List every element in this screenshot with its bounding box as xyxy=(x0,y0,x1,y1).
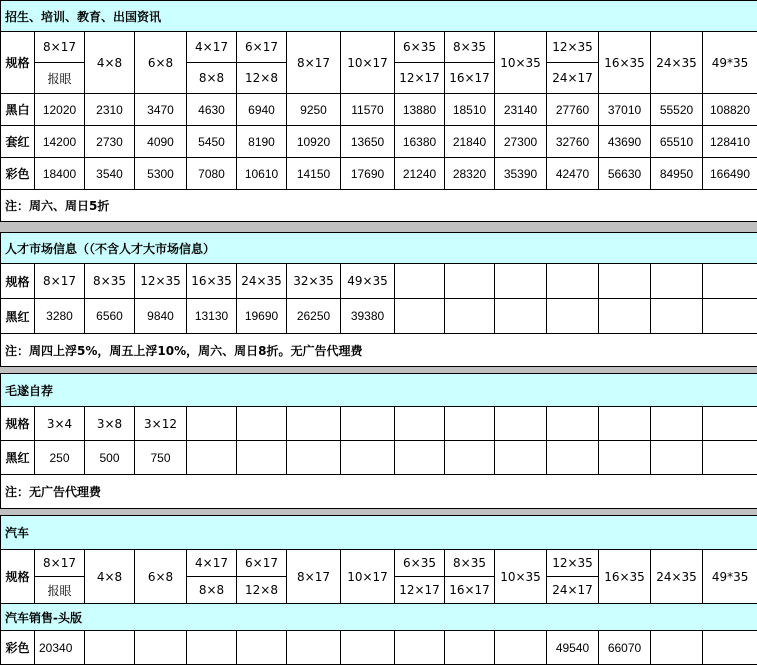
price-cell: 39380 xyxy=(341,299,395,334)
price-cell: 8190 xyxy=(237,126,287,158)
price-cell: 6940 xyxy=(237,94,287,126)
section-education xyxy=(0,0,757,222)
price-cell: 128410 xyxy=(703,126,757,158)
price-row xyxy=(1,631,757,665)
spec-cell: 24×17 xyxy=(547,63,599,94)
price-cell: 7080 xyxy=(187,158,237,190)
price-cell: 17690 xyxy=(341,158,395,190)
spec-cell: 4×8 xyxy=(85,32,135,94)
price-cell: 23140 xyxy=(495,94,547,126)
spec-cell: 6×17 xyxy=(237,550,287,577)
spec-cell: 12×17 xyxy=(395,63,445,94)
price-cell: 750 xyxy=(135,441,187,475)
price-cell: 10610 xyxy=(237,158,287,190)
spec-cell: 3×8 xyxy=(85,407,135,441)
price-cell xyxy=(445,631,495,665)
note-text: 注：周四上浮5%，周五上浮10%，周六、周日8折。无广告代理费 xyxy=(1,334,757,367)
price-cell: 55520 xyxy=(651,94,703,126)
price-row xyxy=(1,158,757,190)
note-text: 注：周六、周日5折 xyxy=(1,190,757,222)
spec-cell: 8×35 xyxy=(445,550,495,577)
spec-cell: 10×35 xyxy=(495,32,547,94)
spec-cell: 12×8 xyxy=(237,577,287,604)
spec-label: 规格 xyxy=(1,407,35,441)
spec-cell: 49*35 xyxy=(703,550,757,604)
spec-cell: 4×8 xyxy=(85,550,135,604)
spec-cell: 3×4 xyxy=(35,407,85,441)
spec-cell: 10×17 xyxy=(341,550,395,604)
price-row xyxy=(1,126,757,158)
spec-cell: 12×35 xyxy=(547,32,599,63)
spec-cell: 16×35 xyxy=(187,264,237,299)
price-row xyxy=(1,94,757,126)
spec-cell: 8×8 xyxy=(187,577,237,604)
price-cell: 42470 xyxy=(547,158,599,190)
spec-cell: 24×35 xyxy=(237,264,287,299)
spec-cell: 16×17 xyxy=(445,577,495,604)
price-cell: 2310 xyxy=(85,94,135,126)
spec-cell: 12×35 xyxy=(135,264,187,299)
spec-cell: 6×35 xyxy=(395,32,445,63)
section-automobile xyxy=(0,515,757,665)
spec-cell: 4×17 xyxy=(187,550,237,577)
price-cell: 13880 xyxy=(395,94,445,126)
price-cell: 27300 xyxy=(495,126,547,158)
section-title: 人才市场信息（（不含人才大市场信息） xyxy=(1,233,757,264)
price-cell: 5300 xyxy=(135,158,187,190)
automobile-price-table xyxy=(0,515,757,665)
self-recommend-price-table xyxy=(0,373,757,509)
price-cell: 19690 xyxy=(237,299,287,334)
price-cell: 56630 xyxy=(599,158,651,190)
section-title: 毛遂自荐 xyxy=(1,374,757,407)
spec-cell: 10×35 xyxy=(495,550,547,604)
price-cell: 3470 xyxy=(135,94,187,126)
price-cell: 14200 xyxy=(35,126,85,158)
price-cell xyxy=(135,631,187,665)
spec-cell: 12×35 xyxy=(547,550,599,577)
price-row xyxy=(1,299,757,334)
price-cell: 27760 xyxy=(547,94,599,126)
price-cell: 250 xyxy=(35,441,85,475)
price-cell: 32760 xyxy=(547,126,599,158)
price-cell xyxy=(495,631,547,665)
spec-label: 规格 xyxy=(1,264,35,299)
spec-cell: 24×35 xyxy=(651,32,703,94)
section-self-recommend xyxy=(0,373,757,509)
price-cell: 18400 xyxy=(35,158,85,190)
price-cell: 49540 xyxy=(547,631,599,665)
spec-cell: 8×8 xyxy=(187,63,237,94)
price-cell: 4630 xyxy=(187,94,237,126)
spec-cell: 12×8 xyxy=(237,63,287,94)
price-cell: 21240 xyxy=(395,158,445,190)
sub-section-title: 汽车销售-头版 xyxy=(1,604,757,631)
spec-cell: 8×17 xyxy=(35,32,85,63)
spec-cell: 6×8 xyxy=(135,32,187,94)
price-cell: 4090 xyxy=(135,126,187,158)
row-label: 套红 xyxy=(1,126,35,158)
spec-cell: 12×17 xyxy=(395,577,445,604)
spec-cell: 16×35 xyxy=(599,32,651,94)
spec-cell: 10×17 xyxy=(341,32,395,94)
price-cell xyxy=(395,631,445,665)
spec-cell: 16×35 xyxy=(599,550,651,604)
price-cell: 43690 xyxy=(599,126,651,158)
price-cell: 84950 xyxy=(651,158,703,190)
price-cell: 6560 xyxy=(85,299,135,334)
price-cell: 10920 xyxy=(287,126,341,158)
price-cell: 65510 xyxy=(651,126,703,158)
spec-cell: 49*35 xyxy=(703,32,757,94)
spec-cell: 4×17 xyxy=(187,32,237,63)
price-cell: 166490 xyxy=(703,158,757,190)
price-cell: 37010 xyxy=(599,94,651,126)
section-talent-market xyxy=(0,232,757,367)
spec-cell: 24×35 xyxy=(651,550,703,604)
spec-cell: 报眼 xyxy=(35,63,85,94)
spec-cell: 8×17 xyxy=(35,550,85,577)
spec-cell: 8×17 xyxy=(35,264,85,299)
price-cell: 35390 xyxy=(495,158,547,190)
spec-cell: 32×35 xyxy=(287,264,341,299)
price-cell: 14150 xyxy=(287,158,341,190)
price-cell xyxy=(287,631,341,665)
row-label: 黑红 xyxy=(1,299,35,334)
price-cell: 9840 xyxy=(135,299,187,334)
education-price-table xyxy=(0,0,757,222)
note-text: 注：无广告代理费 xyxy=(1,475,757,509)
price-cell xyxy=(651,631,703,665)
section-title: 招生、培训、教育、出国资讯 xyxy=(1,1,757,32)
price-cell: 108820 xyxy=(703,94,757,126)
price-cell xyxy=(703,631,757,665)
price-cell xyxy=(85,631,135,665)
price-cell xyxy=(187,631,237,665)
spec-cell: 3×12 xyxy=(135,407,187,441)
spec-label: 规格 xyxy=(1,32,35,94)
price-cell: 20340 xyxy=(35,631,85,665)
price-cell: 12020 xyxy=(35,94,85,126)
spec-cell: 6×8 xyxy=(135,550,187,604)
spec-cell: 49×35 xyxy=(341,264,395,299)
spec-cell: 6×17 xyxy=(237,32,287,63)
spec-label: 规格 xyxy=(1,550,35,604)
price-cell xyxy=(237,631,287,665)
price-cell: 11570 xyxy=(341,94,395,126)
spec-cell: 报眼 xyxy=(35,577,85,604)
row-label: 彩色 xyxy=(1,631,35,665)
price-cell: 13650 xyxy=(341,126,395,158)
price-cell: 13130 xyxy=(187,299,237,334)
price-cell: 5450 xyxy=(187,126,237,158)
row-label: 彩色 xyxy=(1,158,35,190)
spec-cell: 8×35 xyxy=(445,32,495,63)
price-cell: 3540 xyxy=(85,158,135,190)
spec-cell: 24×17 xyxy=(547,577,599,604)
price-cell: 2730 xyxy=(85,126,135,158)
spec-cell: 8×17 xyxy=(287,550,341,604)
section-title: 汽车 xyxy=(1,516,757,550)
price-cell: 66070 xyxy=(599,631,651,665)
price-cell: 16380 xyxy=(395,126,445,158)
spec-cell: 16×17 xyxy=(445,63,495,94)
spec-cell: 6×35 xyxy=(395,550,445,577)
price-cell: 500 xyxy=(85,441,135,475)
price-cell: 18510 xyxy=(445,94,495,126)
spec-cell: 8×35 xyxy=(85,264,135,299)
price-row xyxy=(1,441,757,475)
price-cell: 28320 xyxy=(445,158,495,190)
spec-cell: 8×17 xyxy=(287,32,341,94)
row-label: 黑红 xyxy=(1,441,35,475)
price-cell: 21840 xyxy=(445,126,495,158)
price-cell xyxy=(341,631,395,665)
price-cell: 26250 xyxy=(287,299,341,334)
row-label: 黑白 xyxy=(1,94,35,126)
price-cell: 9250 xyxy=(287,94,341,126)
price-cell: 3280 xyxy=(35,299,85,334)
talent-price-table xyxy=(0,232,757,367)
